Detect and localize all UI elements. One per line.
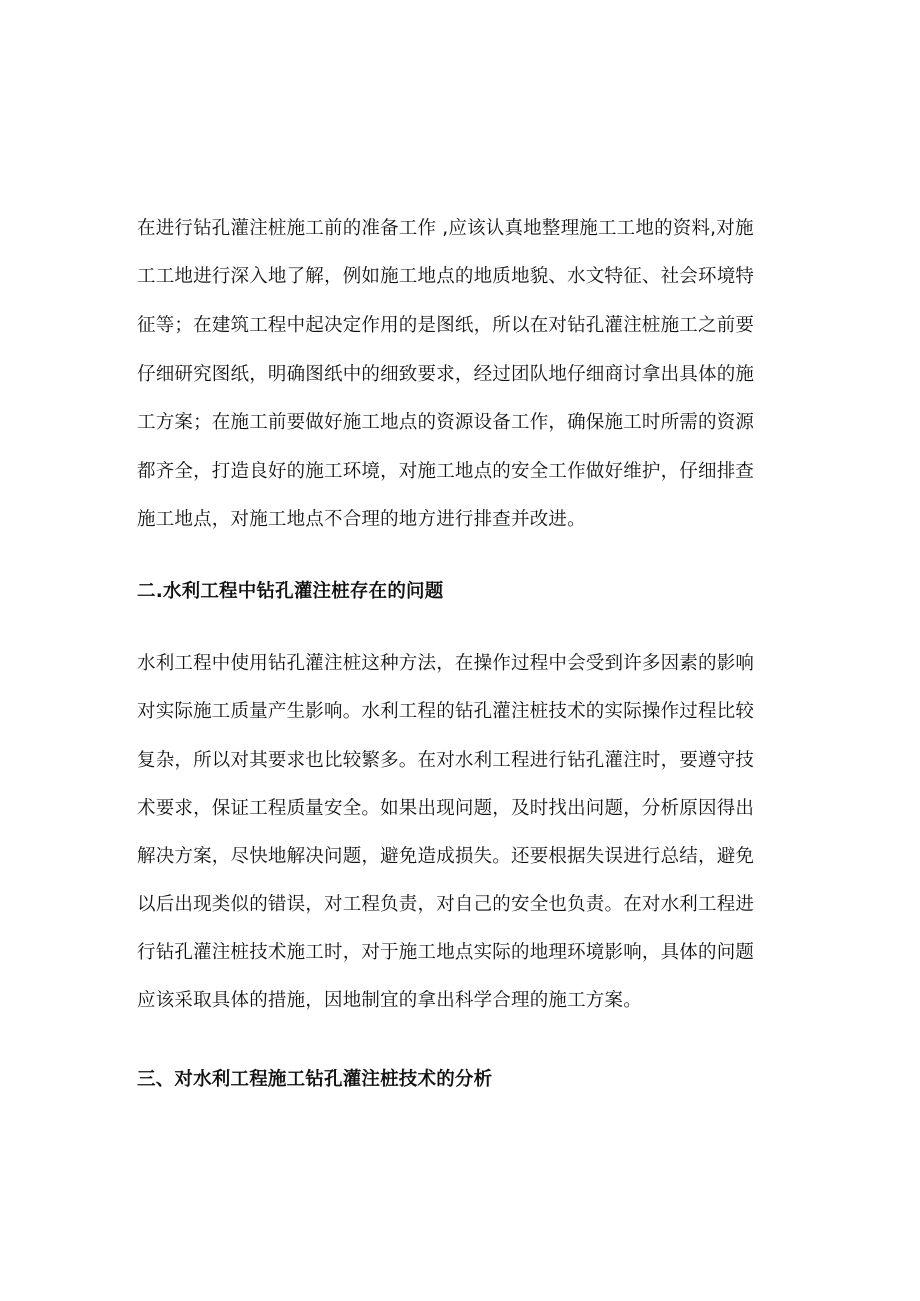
paragraph-2-line-5: 解决方案，尽快地解决问题，避免造成损失。还要根据失误进行总结，避免 <box>137 846 755 867</box>
paragraph-1-line-5: 工方案；在施工前要做好施工地点的资源设备工作，确保施工时所需的资源 <box>137 412 755 433</box>
paragraph-1-line-1: 在进行钻孔灌注桩施工前的准备工作 ,应该认真地整理施工工地的资料,对施 <box>137 218 754 239</box>
paragraph-1-line-2: 工工地进行深入地了解，例如施工地点的地质地貌、水文特征、社会环境特 <box>137 266 755 287</box>
paragraph-2-line-1: 水利工程中使用钻孔灌注桩这种方法，在操作过程中会受到许多因素的影响 <box>137 653 755 674</box>
paragraph-2-line-7: 行钻孔灌注桩技术施工时，对于施工地点实际的地理环境影响，具体的问题 <box>137 942 755 963</box>
section-heading-2: 二.水利工程中钻孔灌注桩存在的问题 <box>137 581 444 602</box>
paragraph-1-line-6: 都齐全，打造良好的施工环境，对施工地点的安全工作做好维护，仔细排查 <box>137 461 755 482</box>
section-heading-3: 三、对水利工程施工钻孔灌注桩技术的分析 <box>137 1069 493 1090</box>
paragraph-1-line-4: 仔细研究图纸，明确图纸中的细致要求，经过团队地仔细商讨拿出具体的施 <box>137 364 755 385</box>
paragraph-2-line-6: 以后出现类似的错误，对工程负责，对自己的安全也负责。在对水利工程进 <box>137 894 755 915</box>
paragraph-2-line-4: 术要求，保证工程质量安全。如果出现问题，及时找出问题，分析原因得出 <box>137 798 755 819</box>
paragraph-1-line-7: 施工地点，对施工地点不合理的地方进行排查并改进。 <box>137 509 586 530</box>
paragraph-1-line-3: 征等；在建筑工程中起决定作用的是图纸，所以在对钻孔灌注桩施工之前要 <box>137 315 755 336</box>
paragraph-2-line-2: 对实际施工质量产生影响。水利工程的钻孔灌注桩技术的实际操作过程比较 <box>137 701 755 722</box>
paragraph-2-line-8: 应该采取具体的措施，因地制宜的拿出科学合理的施工方案。 <box>137 990 642 1011</box>
paragraph-2-line-3: 复杂，所以对其要求也比较繁多。在对水利工程进行钻孔灌注时，要遵守技 <box>137 750 755 771</box>
